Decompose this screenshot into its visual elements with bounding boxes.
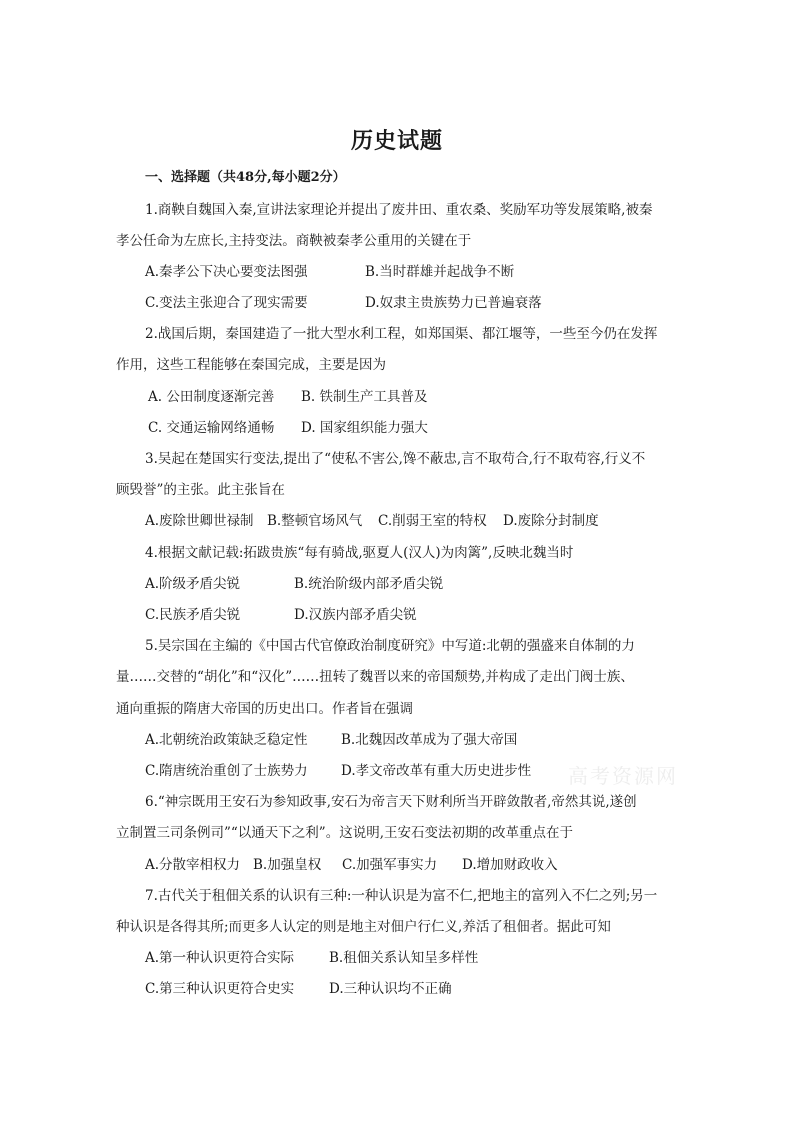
question-4-option-d: D.汉族内部矛盾尖锐 [294,607,417,623]
question-2-line-2: 作用，这些工程能够在秦国完成，主要是因为 [116,357,386,373]
question-1-option-a: A.秦孝公下决心要变法图强 [145,264,308,280]
question-3-option-a: A.废除世卿世禄制 [145,513,254,529]
question-7-option-c: C.第三种认识更符合史实 [145,981,295,997]
section-heading: 一、选择题（共48分,每小题2分） [145,170,346,185]
question-4-option-a: A.阶级矛盾尖锐 [145,576,241,592]
question-5-option-b: B.北魏因改革成为了强大帝国 [341,732,518,748]
question-2-line-1: 2.战国后期，秦国建造了一批大型水利工程，如郑国渠、都江堰等，一些至今仍在发挥 [145,326,658,342]
question-2-option-a: A. 公田制度逐渐完善 [148,389,275,405]
question-7-option-b: B.租佃关系认知呈多样性 [329,950,479,966]
question-6-option-b: B.加强皇权 [253,857,322,873]
question-5-line-2: 量……交替的“胡化”和“汉化”……扭转了魏晋以来的帝国颓势,并构成了走出门阀士族、 [116,669,634,685]
watermark: 高考资源网 [568,764,678,788]
question-3-option-b: B.整顿官场风气 [267,513,363,529]
question-2-option-b: B. 铁制生产工具普及 [301,389,428,405]
question-1-option-d: D.奴隶主贵族势力已普遍衰落 [365,295,542,311]
question-6-line-2: 立制置三司条例司”“以通天下之利”。这说明,王安石变法初期的改革重点在于 [116,825,573,841]
question-3-line-2: 顾毁誉”的主张。此主张旨在 [116,482,285,498]
question-2-option-d: D. 国家组织能力强大 [301,420,428,436]
question-2-option-c: C. 交通运输网络通畅 [148,420,275,436]
question-6-line-1: 6.“神宗既用王安石为参知政事,安石为帝言天下财利所当开辟敛散者,帝然其说,遂创 [145,794,637,810]
question-4-option-c: C.民族矛盾尖锐 [145,607,241,623]
question-7-option-d: D.三种认识均不正确 [329,981,452,997]
question-7-option-a: A.第一种认识更符合实际 [145,950,295,966]
question-3-option-c: C.削弱王室的特权 [378,513,487,529]
question-1-line-1: 1.商鞅自魏国入秦,宣讲法家理论并提出了废井田、重农桑、奖励军功等发展策略,被秦 [145,202,653,218]
question-6-option-a: A.分散宰相权力 [145,857,241,873]
question-1-option-b: B.当时群雄并起战争不断 [365,264,515,280]
question-3-line-1: 3.吴起在楚国实行变法,提出了“使私不害公,馋不蔽忠,言不取苟合,行不取苟容,行义不 [145,451,646,467]
question-7-line-2: 种认识是各得其所;而更多人认定的则是地主对佃户行仁义,养活了租佃者。据此可知 [116,919,611,935]
question-7-line-1: 7.古代关于租佃关系的认识有三种:一种认识是为富不仁,把地主的富列入不仁之列;另一 [145,888,658,904]
question-4-option-b: B.统治阶级内部矛盾尖锐 [294,576,444,592]
question-1-option-c: C.变法主张迎合了现实需要 [145,295,308,311]
question-4-line-1: 4.根据文献记载:拓跋贵族“每有骑战,驱夏人(汉人)为肉篱”,反映北魏当时 [145,545,574,561]
page-title: 历史试题 [350,128,443,154]
question-6-option-c: C.加强军事实力 [342,857,438,873]
question-1-line-2: 孝公任命为左庶长,主持变法。商鞅被秦孝公重用的关键在于 [116,233,472,249]
question-3-option-d: D.废除分封制度 [503,513,599,529]
question-5-line-3: 通向重振的隋唐大帝国的历史出口。作者旨在强调 [116,701,413,717]
question-5-line-1: 5.吴宗国在主编的《中国古代官僚政治制度研究》中写道:北朝的强盛来自体制的力 [145,638,635,654]
question-6-option-d: D.增加财政收入 [462,857,558,873]
question-5-option-c: C.隋唐统治重创了士族势力 [145,763,308,779]
question-5-option-d: D.孝文帝改革有重大历史进步性 [341,763,532,779]
question-5-option-a: A.北朝统治政策缺乏稳定性 [145,732,308,748]
